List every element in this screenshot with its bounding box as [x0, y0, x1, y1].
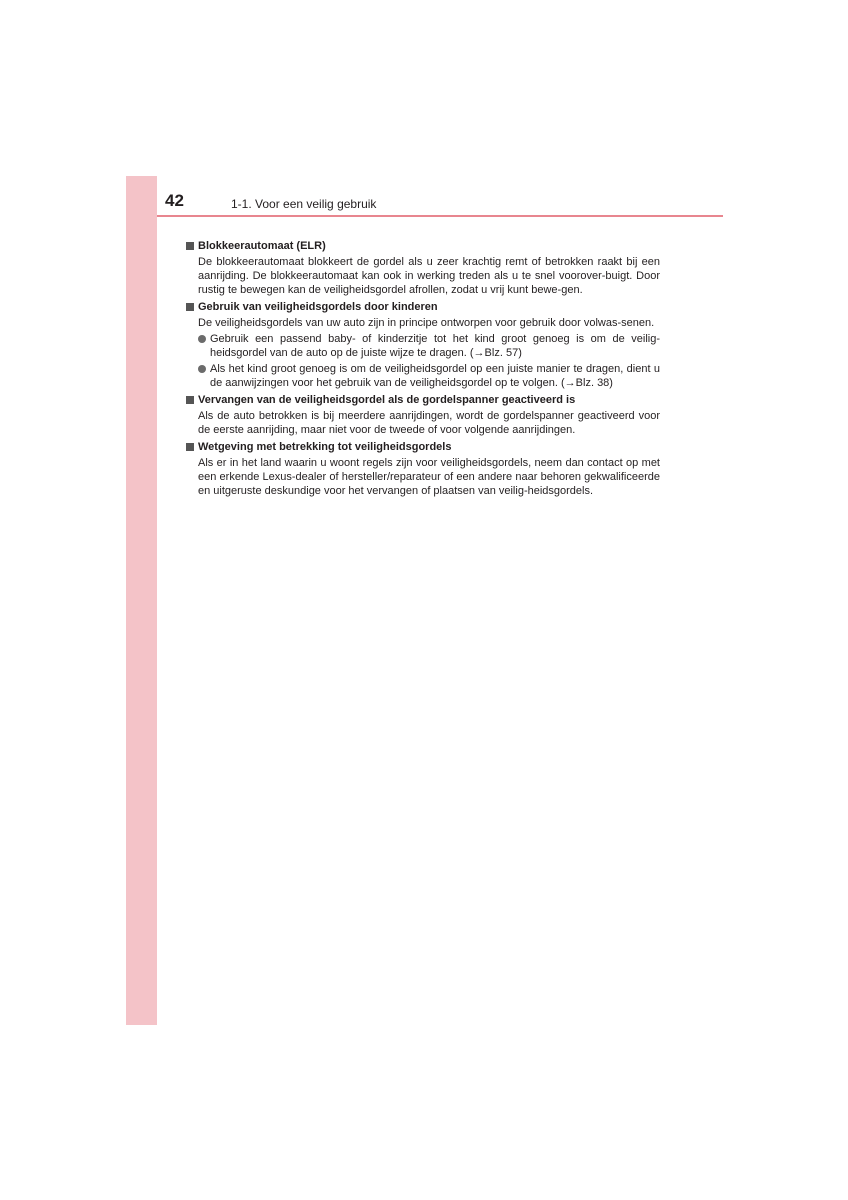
heading-text: Gebruik van veiligheidsgordels door kinderen: [198, 301, 438, 313]
section-paragraph: Als er in het land waarin u woont regels zijn voor veiligheidsgordels, neem dan contact op met een erkende Lexus-dealer of hersteller/reparateur of een andere naar behoren gekwalificeerde en uitgeruste deskundige voor het vervangen of plaatsen van veilig-heidsgordels.: [198, 457, 660, 497]
heading-text: Wetgeving met betrekking tot veiligheidsgordels: [198, 441, 452, 453]
section-legislation: [186, 440, 660, 498]
heading-text: Blokkeerautomaat (ELR): [198, 240, 326, 252]
section-title: 1-1. Voor een veilig gebruik: [231, 197, 377, 211]
circle-bullet-icon: [198, 365, 206, 373]
section-elr: [186, 239, 660, 297]
section-heading: [186, 440, 660, 454]
list-item-text: Als het kind groot genoeg is om de veiligheidsgordel op een juiste manier te dragen, dient u de aanwijzingen voor het gebruik van de veiligheidsgordel op te volgen. (→Blz. 38): [210, 363, 660, 389]
section-paragraph: Als de auto betrokken is bij meerdere aanrijdingen, wordt de gordelspanner geactiveerd voor de eerste aanrijding, maar niet voor de tweede of voor volgende aanrijdingen.: [198, 410, 660, 436]
square-bullet-icon: [186, 396, 194, 404]
section-children: [186, 300, 660, 390]
main-content: [186, 239, 660, 501]
list-item-text: Gebruik een passend baby- of kinderzitje tot het kind groot genoeg is om de veilig-heidsgordel van de auto op de juiste wijze te dragen. (→Blz. 57): [210, 333, 660, 359]
list-item: [198, 332, 660, 360]
circle-bullet-icon: [198, 335, 206, 343]
section-heading: [186, 300, 660, 314]
square-bullet-icon: [186, 242, 194, 250]
square-bullet-icon: [186, 303, 194, 311]
side-tab-band: [126, 176, 157, 1025]
section-heading: [186, 239, 660, 253]
square-bullet-icon: [186, 443, 194, 451]
section-paragraph: De blokkeerautomaat blokkeert de gordel als u zeer krachtig remt of betrokken raakt bij een aanrijding. De blokkeerautomaat kan ook in werking treden als u te snel voorover-buigt. Door rustig te bewegen kan de veiligheidsgordel afrollen, zodat u vrij kunt bewe-gen.: [198, 256, 660, 296]
page-number: 42: [165, 191, 184, 210]
heading-text: Vervangen van de veiligheidsgordel als de gordelspanner geactiveerd is: [198, 394, 576, 406]
section-heading: [186, 393, 660, 407]
section-paragraph: De veiligheidsgordels van uw auto zijn in principe ontworpen voor gebruik door volwas-senen.: [198, 317, 655, 329]
header-divider: [157, 215, 723, 217]
list-item: [198, 362, 660, 390]
section-pretensioner: [186, 393, 660, 437]
